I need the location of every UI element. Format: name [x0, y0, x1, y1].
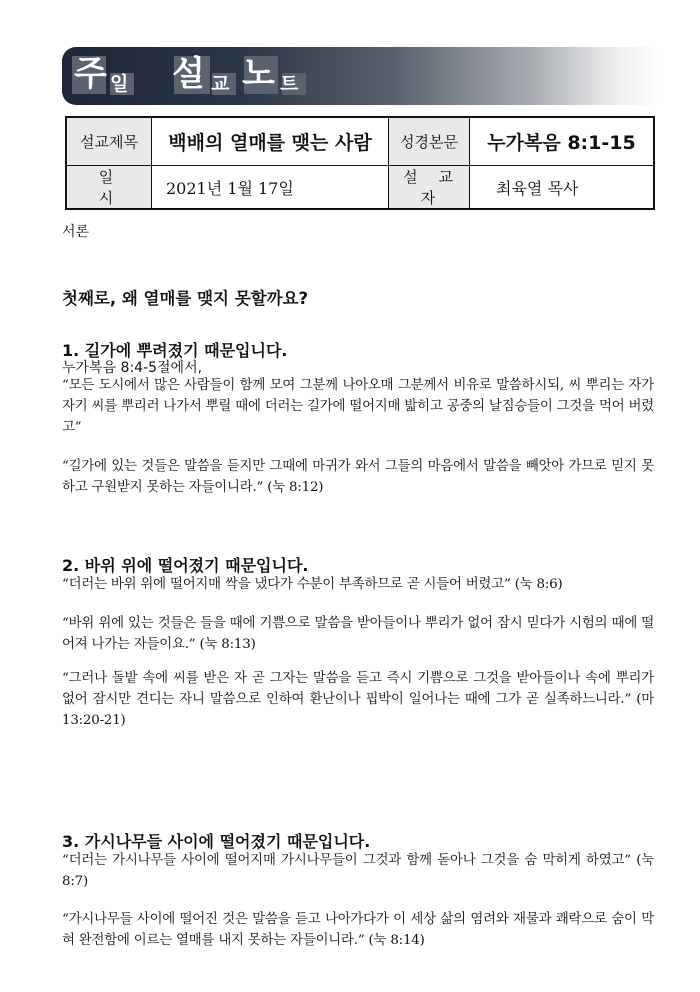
title-label: 설교제목	[66, 117, 152, 166]
verse-quote: “바위 위에 있는 것들은 들을 때에 기쁨으로 말씀을 받아들이나 뿌리가 없어 잠시 믿다가 시험의 때에 떨어져 나가는 자들이요.” (눅 8:13)	[62, 616, 654, 652]
verse-quote: “가시나무들 사이에 떨어진 것은 말씀을 듣고 나아가다가 이 세상 삶의 염려와 재물과 쾌락으로 숨이 막혀 완전함에 이르는 열매를 내지 못하는 자들이니라.” (눅 8:14)	[62, 912, 654, 948]
verse-quote: “더러는 가시나무들 사이에 떨어지매 가시나무들이 그것과 함께 돋아나 그것을 숨 막히게 하였고” (눅 8:7)	[62, 853, 654, 889]
banner-char: 교	[211, 73, 230, 95]
preacher-label: 설 교 자	[389, 166, 470, 210]
sermon-info-table	[65, 116, 655, 210]
scripture-label: 성경본문	[389, 117, 470, 166]
banner-char: 일	[110, 73, 129, 95]
point-heading: 3. 가시나무들 사이에 떨어졌기 때문입니다.	[62, 832, 371, 851]
scripture-reference: 누가복음 8:1-15	[470, 117, 655, 166]
banner-char: 노	[242, 54, 275, 94]
scripture-reference: 누가복음 8:4-5절에서,	[62, 360, 203, 376]
preacher-name: 최육열 목사	[470, 166, 655, 210]
sermon-date: 2021년 1월 17일	[152, 166, 389, 210]
verse-quote: “길가에 있는 것들은 말씀을 듣지만 그때에 마귀가 와서 그들의 마음에서 말씀을 빼앗아 가므로 믿지 못하고 구원받지 못하는 자들이니라.” (눅 8:12)	[62, 459, 654, 495]
date-label: 일 시	[66, 166, 152, 210]
verse-quote: “더러는 바위 위에 떨어지매 싹을 냈다가 수분이 부족하므로 곧 시들어 버렸고” (눅 8:6)	[62, 577, 563, 592]
banner-char: 주	[74, 54, 107, 94]
banner-char: 트	[280, 73, 299, 95]
verse-quote: “모든 도시에서 많은 사람들이 함께 모여 그분께 나아오매 그분께서 비유로 말씀하시되, 씨 뿌리는 자가 자기 씨를 뿌리러 나가서 뿌릴 때에 더러는 길가에 떨어지매 밟히고 공중의 날짐승들이 그것을 먹어 버렸고”	[62, 378, 654, 435]
intro-label: 서론	[62, 224, 90, 240]
question-heading: 첫째로, 왜 열매를 맺지 못할까요?	[62, 289, 309, 308]
banner-char: 설	[172, 54, 205, 94]
verse-quote: “그러나 돌밭 속에 씨를 받은 자 곧 그자는 말씀을 듣고 즉시 기쁨으로 그것을 받아들이나 속에 뿌리가 없어 잠시만 견디는 자니 말씀으로 인하여 환난이나 핍박이 일어나는 때에 그가 곧 실족하느니라.” (마 13:20-21)	[62, 671, 654, 728]
sermon-title: 백배의 열매를 맺는 사람	[152, 117, 389, 166]
point-heading: 1. 길가에 뿌려졌기 때문입니다.	[62, 341, 288, 360]
header-banner	[62, 47, 662, 105]
point-heading: 2. 바위 위에 떨어졌기 때문입니다.	[62, 556, 309, 575]
